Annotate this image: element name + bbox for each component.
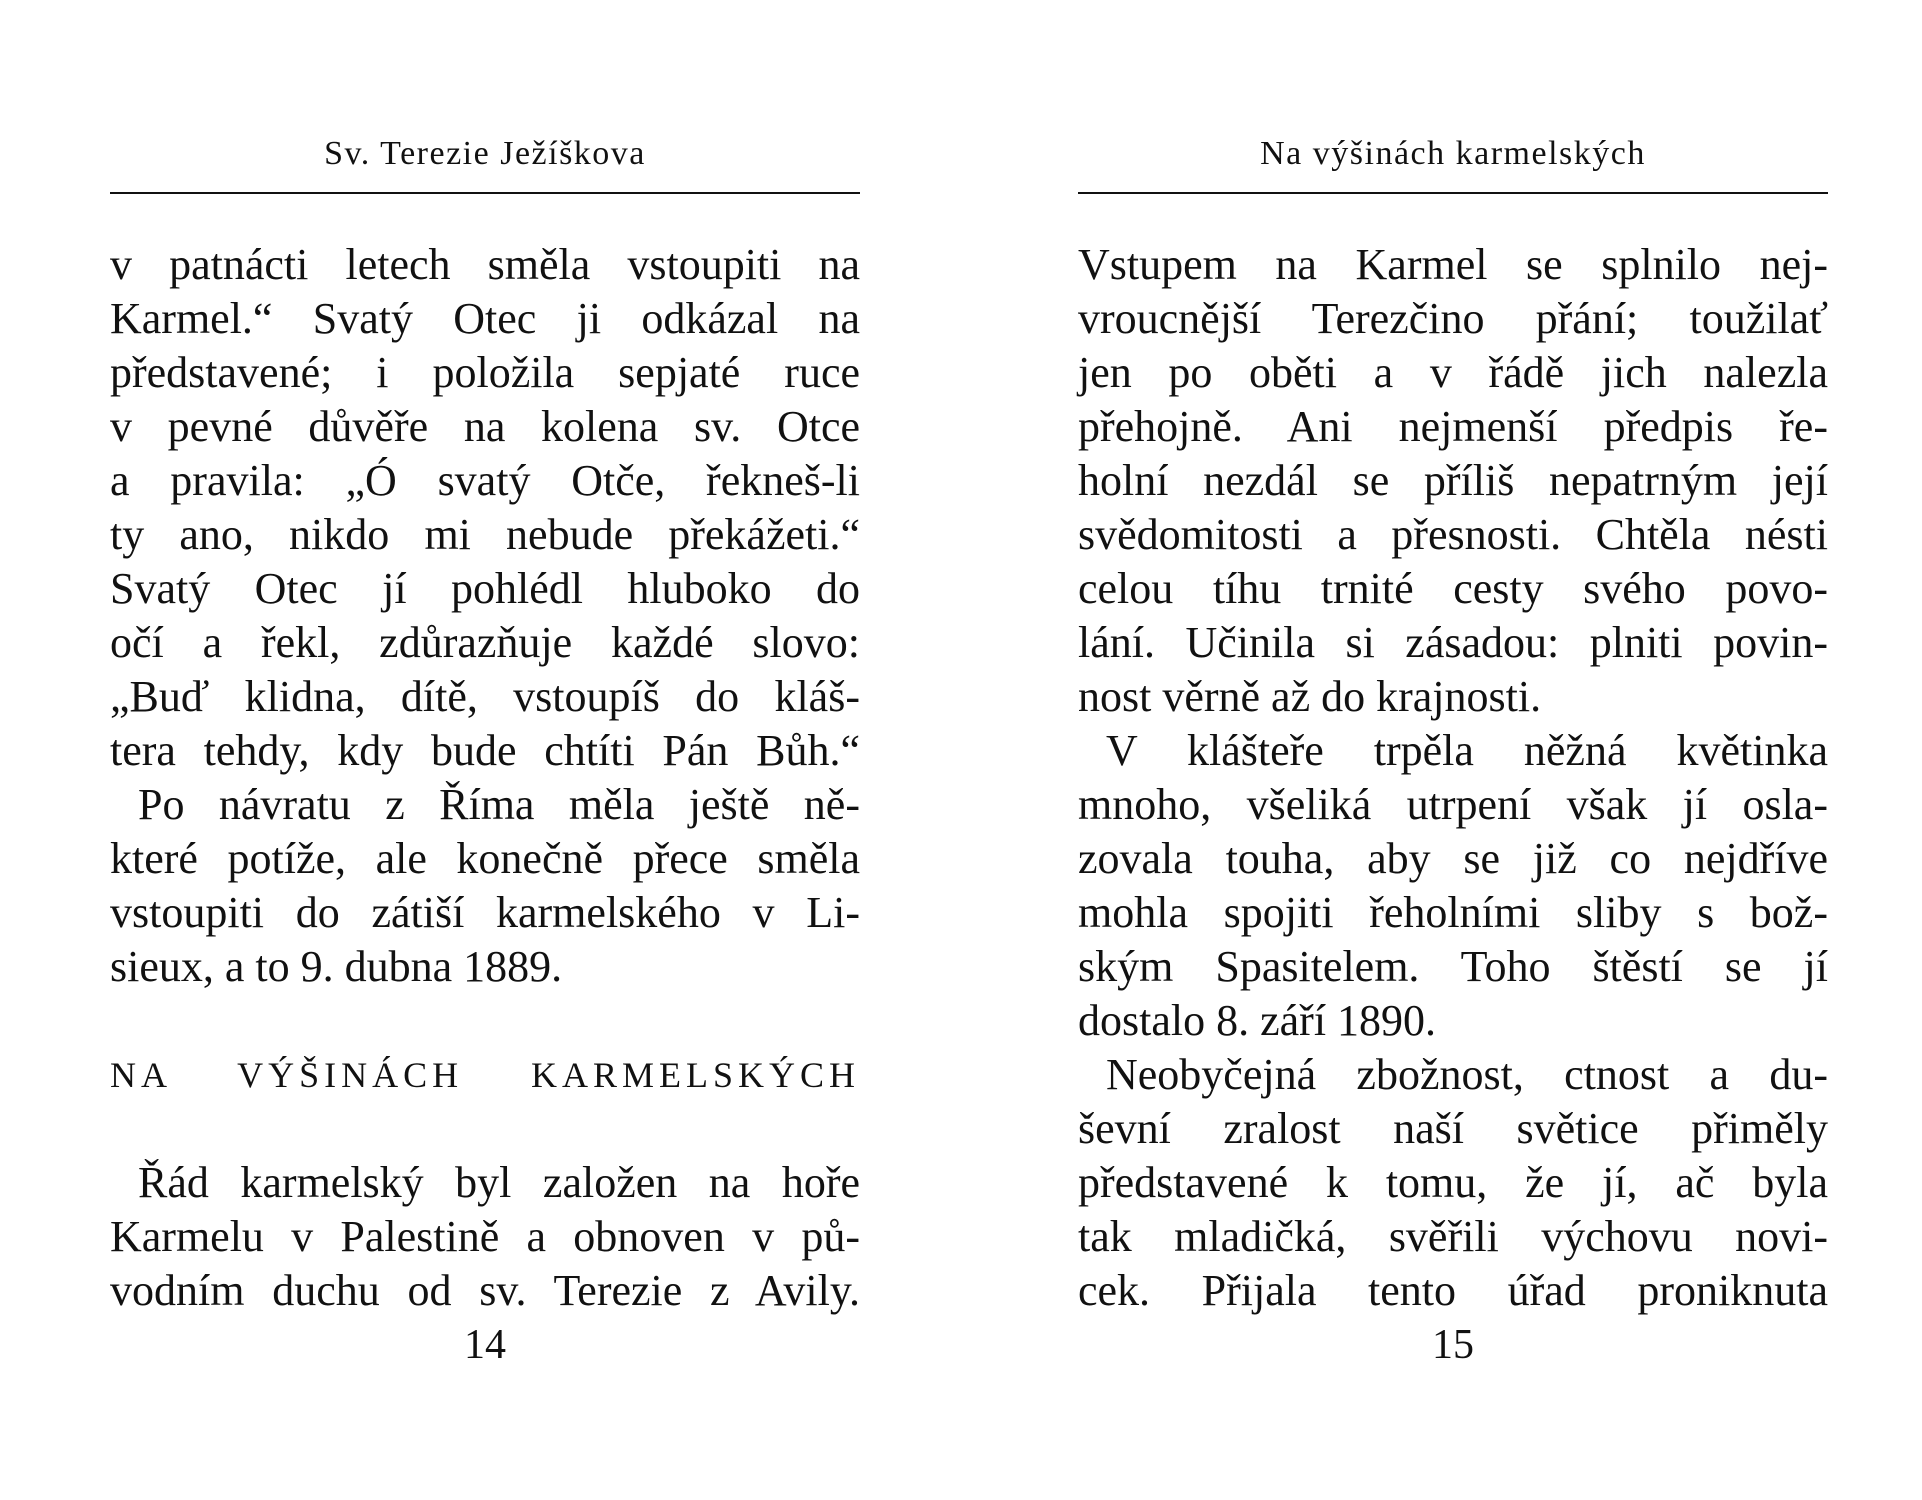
body-text (110, 238, 860, 1318)
section-heading: NA VÝŠINÁCH KARMELSKÝCH (110, 1055, 860, 1095)
text-line: v patnácti letech směla vstoupiti na (110, 240, 860, 289)
text-line: mnoho, všeliká utrpení však jí osla- (1078, 780, 1828, 829)
text-line: představené; i položila sepjaté ruce (110, 348, 860, 397)
text-line: představené k tomu, že jí, ač byla (1078, 1158, 1828, 1207)
body-text (1078, 238, 1828, 1318)
text-line: tak mladičká, svěřili výchovu novi- (1078, 1212, 1828, 1261)
text-line: v pevné důvěře na kolena sv. Otce (110, 402, 860, 451)
text-line: holní nezdál se příliš nepatrným její (1078, 456, 1828, 505)
blank-space (110, 1102, 860, 1156)
text-line: jen po oběti a v řádě jich nalezla (1078, 348, 1828, 397)
page-number: 14 (464, 1322, 506, 1368)
text-line: vstoupiti do zátiší karmelského v Li- (110, 888, 860, 937)
text-line: tera tehdy, kdy bude chtíti Pán Bůh.“ (110, 726, 860, 775)
text-line: lání. Učinila si zásadou: plniti povin- (1078, 618, 1828, 667)
header-rule (1078, 192, 1828, 194)
text-line: celou tíhu trnité cesty svého povo- (1078, 564, 1828, 613)
paragraph-first-line: Po návratu z Říma měla ještě ně- (138, 780, 860, 829)
paragraph-first-line: Neobyčejná zbožnost, ctnost a du- (1106, 1050, 1828, 1099)
paragraph-last-line: dostalo 8. září 1890. (1078, 996, 1437, 1045)
text-line: ským Spasitelem. Toho štěstí se jí (1078, 942, 1828, 991)
text-line: které potíže, ale konečně přece směla (110, 834, 860, 883)
right-page (1078, 0, 1828, 1500)
text-line: zovala touha, aby se již co nejdříve (1078, 834, 1828, 883)
text-line: Svatý Otec jí pohlédl hluboko do (110, 564, 860, 613)
text-line: ty ano, nikdo mi nebude překážeti.“ (110, 510, 860, 559)
text-line: Karmelu v Palestině a obnoven v pů- (110, 1212, 860, 1261)
text-line: ševní zralost naší světice přiměly (1078, 1104, 1828, 1153)
page-number: 15 (1432, 1322, 1474, 1368)
paragraph-first-line: V klášteře trpěla něžná květinka (1106, 726, 1828, 775)
text-line: očí a řekl, zdůrazňuje každé slovo: (110, 618, 860, 667)
text-line: vroucnější Terezčino přání; toužilať (1078, 294, 1828, 343)
text-line: Vstupem na Karmel se splnilo nej- (1078, 240, 1828, 289)
text-line: svědomitosti a přesnosti. Chtěla nésti (1078, 510, 1828, 559)
blank-space (110, 994, 860, 1048)
running-head: Sv. Terezie Ježíškova (324, 135, 646, 172)
text-line: Karmel.“ Svatý Otec ji odkázal na (110, 294, 860, 343)
text-line: vodním duchu od sv. Terezie z Avily. (110, 1266, 860, 1315)
paragraph-first-line: Řád karmelský byl založen na hoře (138, 1158, 860, 1207)
paragraph-last-line: sieux, a to 9. dubna 1889. (110, 942, 563, 991)
running-head: Na výšinách karmelských (1260, 135, 1646, 172)
text-line: „Buď klidna, dítě, vstoupíš do kláš- (110, 672, 860, 721)
paragraph-last-line: nost věrně až do krajnosti. (1078, 672, 1542, 721)
text-line: přehojně. Ani nejmenší předpis ře- (1078, 402, 1828, 451)
left-page (110, 0, 860, 1500)
header-rule (110, 192, 860, 194)
text-line: mohla spojiti řeholními sliby s bož- (1078, 888, 1828, 937)
text-line: cek. Přijala tento úřad proniknuta (1078, 1266, 1828, 1315)
text-line: a pravila: „Ó svatý Otče, řekneš-li (110, 456, 860, 505)
